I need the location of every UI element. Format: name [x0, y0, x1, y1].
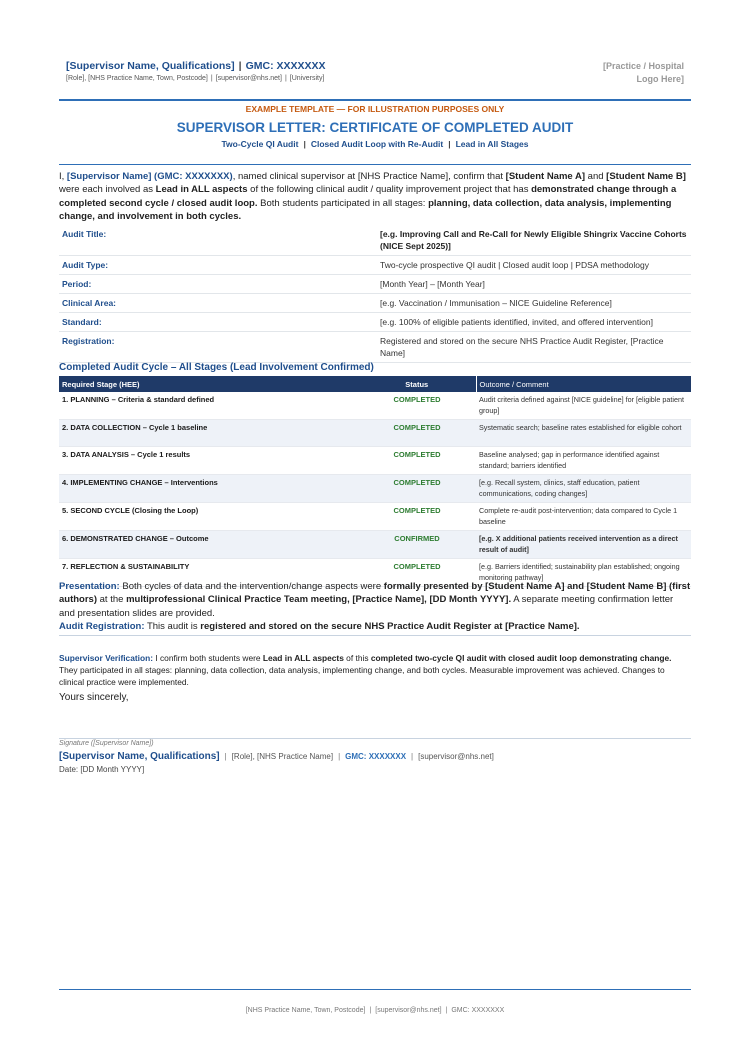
comment-cell: Complete re-audit post-intervention; data compared to Cycle 1 baseline [476, 503, 691, 531]
section-title: Completed Audit Cycle – All Stages (Lead Involvement Confirmed) [59, 362, 374, 373]
comment-cell: [e.g. Recall system, clinics, staff education, patient communications, coding changes] [476, 475, 691, 503]
supervisor-gmc: GMC: XXXXXXX [245, 60, 326, 72]
info-value: Two-cycle prospective QI audit | Closed audit loop | PDSA methodology [377, 256, 691, 275]
table-row [59, 447, 691, 475]
status-badge: COMPLETED [358, 475, 476, 503]
page-title: SUPERVISOR LETTER: CERTIFICATE OF COMPLETED AUDIT [176, 120, 574, 135]
intro-text-4: were each involved as [59, 184, 156, 196]
info-row [59, 294, 691, 313]
status-badge: COMPLETED [358, 420, 476, 447]
title-divider [59, 164, 691, 165]
intro-student-b: [Student Name B] [606, 171, 686, 182]
intro-student-a: [Student Name A] [505, 171, 586, 182]
signature-block: [Supervisor Name, Qualifications] | [Role], [NHS Practice Name] | GMC: XXXXXXX | [supervisor@nhs.net] [59, 751, 494, 762]
verification-text-3: They participated in all stages: planning, data collection, data analysis, implementing change, and both cycles. Measurable improvement was achieved. Changes to clinical practice were implemented. [59, 664, 665, 687]
subtitle-part-3: Lead in All Stages [455, 139, 529, 149]
info-value: [e.g. 100% of eligible patients identified, invited, and offered intervention] [377, 313, 691, 332]
signature-date: Date: [DD Month YYYY] [59, 765, 145, 774]
table-row [59, 475, 691, 503]
presentation-text-1: Both cycles of data and the intervention/change aspects were [119, 581, 384, 592]
table-row [59, 420, 691, 447]
logo-line-2: Logo Here] [636, 74, 684, 84]
stage-cell: 7. REFLECTION & SUSTAINABILITY [59, 559, 358, 587]
body-divider [59, 635, 691, 636]
signature-line [59, 738, 691, 739]
intro-text-2: , named clinical supervisor at [NHS Practice Name], confirm that [232, 171, 506, 182]
footer: [NHS Practice Name, Town, Postcode] | [supervisor@nhs.net] | GMC: XXXXXXX [245, 1007, 505, 1014]
signature-gmc: GMC: XXXXXXX [345, 752, 407, 761]
supervisor-university: [University] [289, 75, 325, 82]
registration-text: This audit is [144, 621, 201, 633]
footer-divider [59, 989, 691, 990]
table-row [59, 392, 691, 420]
supervisor-name: [Supervisor Name, Qualifications] [66, 60, 235, 72]
comment-cell: [e.g. Barriers identified; sustainability plan established; ongoing monitoring pathway] [476, 559, 691, 587]
intro-text-1: I, [59, 171, 67, 182]
footer-address: [NHS Practice Name, Town, Postcode] [245, 1007, 366, 1014]
table-row [59, 531, 691, 559]
info-label: Clinical Area: [59, 294, 377, 313]
registration-line [59, 620, 691, 633]
signature-email: [supervisor@nhs.net] [418, 752, 494, 761]
signature-role: [Role], [NHS Practice Name] [231, 752, 334, 761]
verification-label: Supervisor Verification: [59, 653, 154, 663]
header-divider [59, 99, 691, 101]
presentation-text-2: at the [97, 594, 127, 606]
example-notice: EXAMPLE TEMPLATE — FOR ILLUSTRATION PURPOSES ONLY [245, 104, 505, 114]
comment-cell: [e.g. X additional patients received intervention as a direct result of audit] [476, 531, 691, 559]
subtitle-part-2: Closed Audit Loop with Re-Audit [310, 139, 444, 149]
info-row [59, 275, 691, 294]
info-label: Registration: [59, 332, 377, 363]
stage-cell: 5. SECOND CYCLE (Closing the Loop) [59, 503, 358, 531]
supervisor-details: [Role], [NHS Practice Name, Town, Postcode] | [supervisor@nhs.net] | [University] [66, 75, 325, 82]
status-badge: COMPLETED [358, 447, 476, 475]
presentation-text-3: A separate meeting confirmation letter and presentation slides are provided. [59, 594, 674, 619]
intro-text-6: Both students participated in all stages: [257, 197, 429, 209]
logo-placeholder [603, 60, 684, 86]
info-row [59, 332, 691, 363]
info-row [59, 225, 691, 256]
audit-info-table [59, 225, 691, 363]
signature-name: [Supervisor Name, Qualifications] [59, 751, 220, 762]
info-value: [Month Year] – [Month Year] [377, 275, 691, 294]
comment-cell: Baseline analysed; gap in performance identified against standard; barriers identified [476, 447, 691, 475]
audit-stages-table [59, 376, 691, 587]
info-label: Audit Type: [59, 256, 377, 275]
intro-text-5: of the following clinical audit / quality improvement project that has [247, 184, 532, 196]
table-row [59, 503, 691, 531]
intro-demonstrated: demonstrated change through a completed second cycle / closed audit loop. [59, 184, 677, 209]
stage-cell: 3. DATA ANALYSIS – Cycle 1 results [59, 447, 358, 475]
stage-cell: 1. PLANNING – Criteria & standard defined [59, 392, 358, 420]
stages-header-row [59, 376, 691, 392]
stage-cell: 4. IMPLEMENTING CHANGE – Interventions [59, 475, 358, 503]
info-value: [e.g. Improving Call and Re-Call for Newly Eligible Shingrix Vaccine Cohorts (NICE Sept 2025)] [377, 225, 691, 256]
closing: Yours sincerely, [59, 692, 129, 703]
status-badge: COMPLETED [358, 503, 476, 531]
comment-cell: Audit criteria defined against [NICE guideline] for [eligible patient group] [476, 392, 691, 420]
letterhead [66, 60, 326, 82]
presentation-meeting: multiprofessional Clinical Practice Team meeting, [Practice Name], [DD Month YYYY]. [126, 594, 512, 606]
supervisor-heading: [Supervisor Name, Qualifications] | GMC: XXXXXXX [66, 60, 326, 72]
verification-text-2: of this [343, 653, 371, 663]
presentation-authors: formally presented by [Student Name A] and [Student Name B] (first authors) [59, 581, 691, 606]
comment-cell: Systematic search; baseline rates established for eligible cohort [476, 420, 691, 447]
presentation-label: Presentation: [59, 581, 120, 592]
subtitle-part-1: Two-Cycle QI Audit [221, 139, 299, 149]
header-status: Status [358, 376, 476, 392]
intro-paragraph [59, 170, 691, 224]
info-label: Period: [59, 275, 377, 294]
intro-lead: Lead in ALL aspects [155, 184, 248, 196]
presentation-paragraph [59, 580, 691, 634]
registration-detail: registered and stored on the secure NHS Practice Audit Register at [Practice Name]. [200, 621, 580, 633]
header-outcome: Outcome / Comment [476, 376, 691, 392]
info-value: Registered and stored on the secure NHS Practice Audit Register, [Practice Name] [377, 332, 691, 363]
intro-supervisor: [Supervisor Name] (GMC: XXXXXXX) [66, 171, 233, 182]
status-badge: COMPLETED [358, 392, 476, 420]
info-row [59, 256, 691, 275]
page-subtitle: Two-Cycle QI Audit | Closed Audit Loop with Re-Audit | Lead in All Stages [221, 139, 529, 149]
status-badge: CONFIRMED [358, 531, 476, 559]
intro-stages: planning, data collection, data analysis, implementing change, and involvement in both cycles. [59, 197, 672, 223]
verification-lead: Lead in ALL aspects [262, 653, 344, 663]
registration-label: Audit Registration: [59, 621, 145, 633]
footer-gmc: GMC: XXXXXXX [451, 1007, 505, 1014]
intro-text-3: and [585, 171, 607, 182]
verification-text-1: I confirm both students were [153, 653, 263, 663]
status-badge: COMPLETED [358, 559, 476, 587]
verification-paragraph [59, 653, 691, 688]
info-label: Audit Title: [59, 225, 377, 256]
info-label: Standard: [59, 313, 377, 332]
stage-cell: 2. DATA COLLECTION – Cycle 1 baseline [59, 420, 358, 447]
supervisor-email: [supervisor@nhs.net] [215, 75, 282, 82]
info-row [59, 313, 691, 332]
supervisor-role: [Role], [NHS Practice Name, Town, Postcode] [66, 75, 208, 82]
stage-cell: 6. DEMONSTRATED CHANGE – Outcome [59, 531, 358, 559]
logo-line-1: [Practice / Hospital [602, 61, 684, 71]
footer-email: [supervisor@nhs.net] [375, 1007, 442, 1014]
header-stage: Required Stage (HEE) [59, 376, 358, 392]
info-value: [e.g. Vaccination / Immunisation – NICE Guideline Reference] [377, 294, 691, 313]
verification-audit: completed two-cycle QI audit with closed audit loop demonstrating change. [370, 653, 672, 663]
signature-caption: Signature ([Supervisor Name]) [59, 740, 154, 747]
